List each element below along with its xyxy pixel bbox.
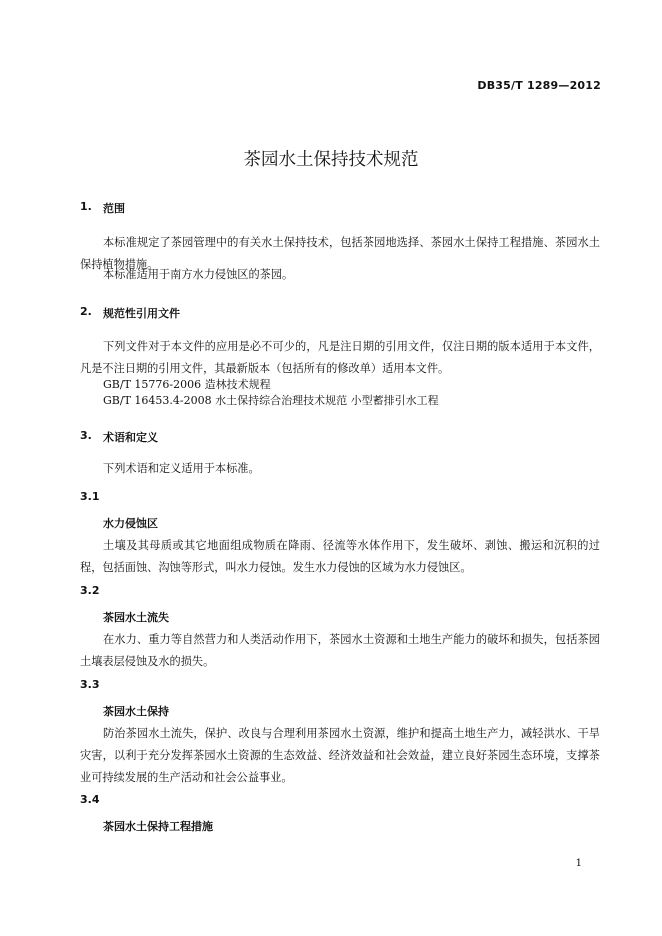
section-2-paragraph-1: 下列文件对于本文件的应用是必不可少的，凡是注日期的引用文件，仅注日期的版本适用于本文件，凡是不注日期的引用文件，其最新版本（包括所有的修改单）适用本文件。 <box>80 340 600 375</box>
term-name: 茶园水土流失 <box>103 611 169 624</box>
section-1-title: 范围 <box>103 202 125 215</box>
reference-item: GB/T 15776-2006 造林技术规程 <box>103 378 271 391</box>
section-3-paragraph-1: 下列术语和定义适用于本标准。 <box>103 462 260 475</box>
section-1-paragraph-1: 本标准规定了茶园管理中的有关水土保持技术，包括茶园地选择、茶园水土保持工程措施、茶园水土保持植物措施。 <box>80 236 600 271</box>
term-definition: 在水力、重力等自然营力和人类活动作用下，茶园水土资源和土地生产能力的破坏和损失，包括茶园土壤表层侵蚀及水的损失。 <box>80 633 600 668</box>
term-definition: 防治茶园水土流失，保护、改良与合理利用茶园水土资源，维护和提高土地生产力，减轻洪水、干旱灾害，以利于充分发挥茶园水土资源的生态效益、经济效益和社会效益，建立良好茶园生态环境，支撑茶业可持续发展的生产活动和社会公益事业。 <box>80 727 600 784</box>
section-1-number: 1. <box>80 200 92 213</box>
term-number: 3.1 <box>80 490 100 503</box>
reference-item: GB/T 16453.4-2008 水土保持综合治理技术规范 小型蓄排引水工程 <box>103 394 439 407</box>
section-3-number: 3. <box>80 429 92 442</box>
term-name: 水力侵蚀区 <box>103 517 158 530</box>
term-number: 3.2 <box>80 584 100 597</box>
term-number: 3.4 <box>80 793 100 806</box>
document-title: 茶园水土保持技术规范 <box>243 150 419 170</box>
term-definition: 土壤及其母质或其它地面组成物质在降雨、径流等水体作用下，发生破坏、剥蚀、搬运和沉积的过程，包括面蚀、沟蚀等形式，叫水力侵蚀。发生水力侵蚀的区域为水力侵蚀区。 <box>80 539 600 574</box>
term-number: 3.3 <box>80 678 100 691</box>
section-3-title: 术语和定义 <box>103 431 158 444</box>
section-1-paragraph-2: 本标准适用于南方水力侵蚀区的茶园。 <box>103 268 294 281</box>
section-2-number: 2. <box>80 305 92 318</box>
term-name: 茶园水土保持 <box>103 705 169 718</box>
standard-code: DB35/T 1289—2012 <box>477 79 601 92</box>
term-name: 茶园水土保持工程措施 <box>103 820 213 833</box>
section-2-title: 规范性引用文件 <box>103 307 180 320</box>
page-number: 1 <box>575 858 582 869</box>
